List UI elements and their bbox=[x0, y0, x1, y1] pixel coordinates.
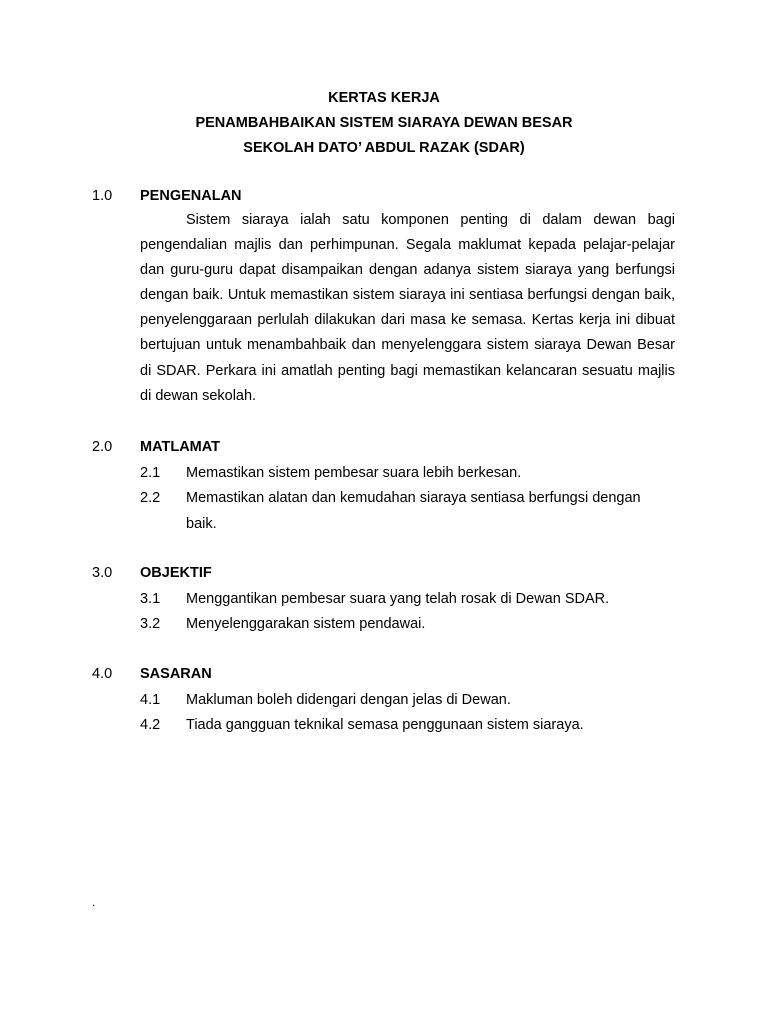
item-number: 3.2 bbox=[140, 616, 161, 632]
trailing-mark: . bbox=[92, 895, 96, 909]
section-heading: SASARAN bbox=[140, 666, 212, 682]
item-text: Tiada gangguan teknikal semasa penggunaan sistem siaraya. bbox=[186, 717, 584, 733]
item-number: 2.2 bbox=[140, 490, 161, 506]
item-text: Menggantikan pembesar suara yang telah rosak di Dewan SDAR. bbox=[186, 591, 610, 607]
section-number: 3.0 bbox=[92, 565, 113, 581]
item-number: 4.1 bbox=[140, 692, 161, 708]
item-text: Menyelenggarakan sistem pendawai. bbox=[186, 616, 426, 632]
title-line: SEKOLAH DATO’ ABDUL RAZAK (SDAR) bbox=[243, 140, 525, 156]
item-text: Makluman boleh didengari dengan jelas di Dewan. bbox=[186, 692, 511, 708]
title-line: PENAMBAHBAIKAN SISTEM SIARAYA DEWAN BESAR bbox=[195, 115, 573, 131]
section-heading: MATLAMAT bbox=[140, 439, 220, 455]
document-title bbox=[0, 86, 768, 161]
section-heading: PENGENALAN bbox=[140, 188, 242, 204]
item-number: 4.2 bbox=[140, 717, 161, 733]
item-number: 2.1 bbox=[140, 465, 161, 481]
section-heading: OBJEKTIF bbox=[140, 565, 212, 581]
section-number: 4.0 bbox=[92, 666, 113, 682]
item-text: Memastikan sistem pembesar suara lebih berkesan. bbox=[186, 465, 522, 481]
section-paragraph: Sistem siaraya ialah satu komponen penting di dalam dewan bagi pengendalian majlis dan perhimpunan. Segala maklumat kepada pelajar-pelajar dan guru-guru dapat disampaikan dengan adanya sistem siaraya yang berfungsi dengan baik. Untuk memastikan sistem siaraya ini sentiasa berfungsi dengan baik, penyelenggaraan perlulah dilakukan dari masa ke semasa. Kertas kerja ini dibuat bertujuan untuk menambahbaik dan menyelenggara sistem siaraya Dewan Besar di SDAR. Perkara ini amatlah penting bagi memastikan kelancaran sesuatu majlis di dewan sekolah. bbox=[140, 212, 675, 404]
item-text: Memastikan alatan dan kemudahan siaraya sentiasa berfungsi dengan baik. bbox=[186, 490, 641, 532]
section-number: 1.0 bbox=[92, 188, 113, 204]
item-number: 3.1 bbox=[140, 591, 161, 607]
title-line: KERTAS KERJA bbox=[328, 90, 440, 106]
section-number: 2.0 bbox=[92, 439, 113, 455]
